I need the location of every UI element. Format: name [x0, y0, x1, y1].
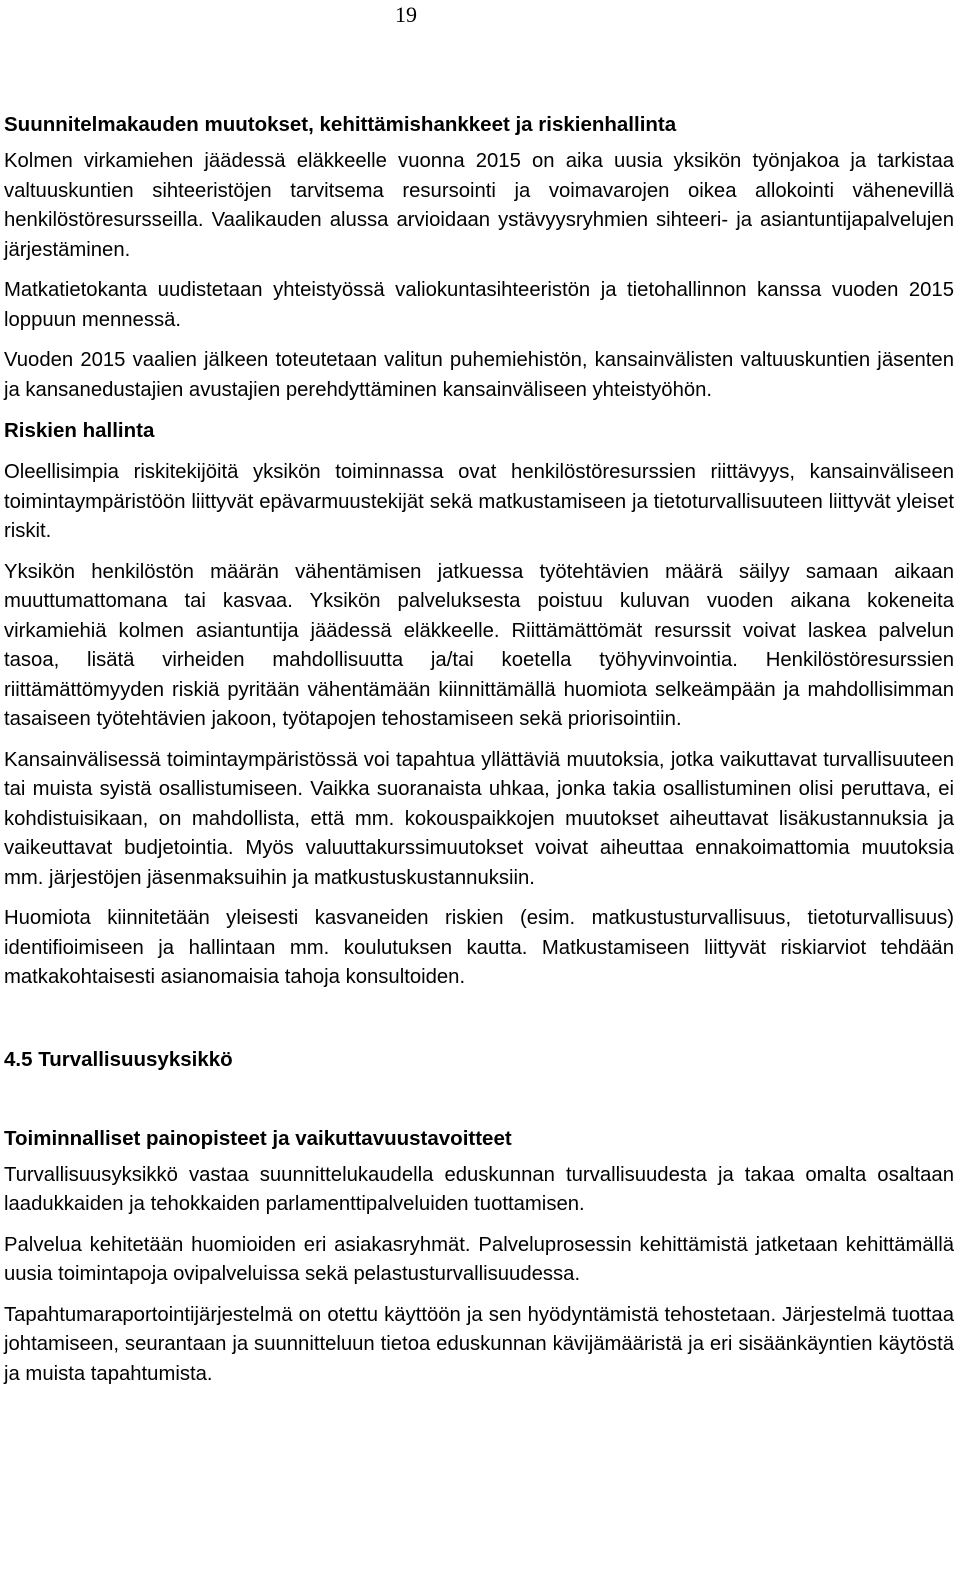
paragraph: Vuoden 2015 vaalien jälkeen toteutetaan valitun puhemiehistön, kansainvälisten valtuuskuntien jäsenten ja kansanedustajien avustajien perehdyttäminen kansainväliseen yhteistyöhön.: [4, 349, 954, 401]
section-heading-changes: Suunnitelmakauden muutokset, kehittämishankkeet ja riskienhallinta: [4, 113, 677, 136]
document-body: [4, 110, 954, 1400]
paragraph: Turvallisuusyksikkö vastaa suunnittelukaudella eduskunnan turvallisuudesta ja takaa omalta osaltaan laadukkaiden ja tehokkaiden parlamenttipalveluiden tuottamisen.: [4, 1163, 954, 1215]
paragraph: Kolmen virkamiehen jäädessä eläkkeelle vuonna 2015 on aika uusia yksikön työnjakoa ja tarkistaa valtuuskuntien sihteeristöjen tarvitsema resursointi ja voimavarojen oikea allokointi vähenevillä henkilöstöresursseilla. Vaalikauden alussa arvioidaan ystävyysryhmien sihteeri- ja asiantuntijapalvelujen järjestäminen.: [4, 150, 954, 261]
paragraph: Matkatietokanta uudistetaan yhteistyössä valiokuntasihteeristön ja tietohallinnon kanssa vuoden 2015 loppuun mennessä.: [4, 279, 954, 331]
section-heading-priorities: Toiminnalliset painopisteet ja vaikuttavuustavoitteet: [4, 1126, 512, 1150]
paragraph: Yksikön henkilöstön määrän vähentämisen jatkuessa työtehtävien määrä säilyy samaan aikaan muuttumattomana tai kasvaa. Yksikön palveluksesta poistuu kuluvan vuoden aikana kokeneita virkamiehiä kolmen asiantuntija jäädessä eläkkeelle. Riittämättömät resurssit voivat laskea palvelun tasoa, lisätä virheiden mahdollisuutta ja/tai koetella työhyvinvointia. Henkilöstöresurssien riittämättömyyden riskiä pyritään vähentämään kiinnittämällä huomiota selkeämpään ja mahdollisimman tasaiseen työtehtävien jakoon, työtapojen tehostamiseen sekä priorisointiin.: [4, 560, 954, 730]
paragraph: Huomiota kiinnitetään yleisesti kasvaneiden riskien (esim. matkustusturvallisuus, tietoturvallisuus) identifioimiseen ja hallintaan mm. koulutuksen kautta. Matkustamiseen liittyvät riskiarviot tehdään matkakohtaisesti asianomaisia tahoja konsultoiden.: [4, 907, 954, 988]
paragraph: Oleellisimpia riskitekijöitä yksikön toiminnassa ovat henkilöstöresurssien riittävyys, kansainväliseen toimintaympäristöön liittyvät epävarmuustekijät sekä matkustamiseen ja tietoturvallisuuteen liittyvät yleiset riskit.: [4, 461, 954, 542]
paragraph: Tapahtumaraportointijärjestelmä on otettu käyttöön ja sen hyödyntämistä tehostetaan. Järjestelmä tuottaa johtamiseen, seurantaan ja suunnitteluun tietoa eduskunnan kävijämääristä ja eri sisäänkäyntien käytöstä ja muista tapahtumista.: [4, 1303, 954, 1385]
page-number: 19: [395, 2, 417, 27]
paragraph: Kansainvälisessä toimintaympäristössä voi tapahtua yllättäviä muutoksia, jotka vaikuttavat turvallisuuteen tai muista syistä osallistumiseen. Vaikka suoranaista uhkaa, jonka takia osallistuminen olisi peruttava, ei kohdistuisikaan, on mahdollista, että mm. kokouspaikkojen muutokset aiheuttavat lisäkustannuksia ja vaikeuttavat budjetointia. Myös valuuttakurssimuutokset voivat aiheuttaa ennakoimattomia muutoksia mm. järjestöjen jäsenmaksuihin ja matkustuskustannuksiin.: [4, 748, 954, 889]
paragraph: Palvelua kehitetään huomioiden eri asiakasryhmät. Palveluprosessin kehittämistä jatketaan kehittämällä uusia toimintapoja ovipalveluissa sekä pelastusturvallisuudessa.: [4, 1233, 954, 1285]
section-heading-risk-management: Riskien hallinta: [4, 419, 155, 442]
chapter-heading-security-unit: 4.5 Turvallisuusyksikkö: [4, 1047, 233, 1071]
